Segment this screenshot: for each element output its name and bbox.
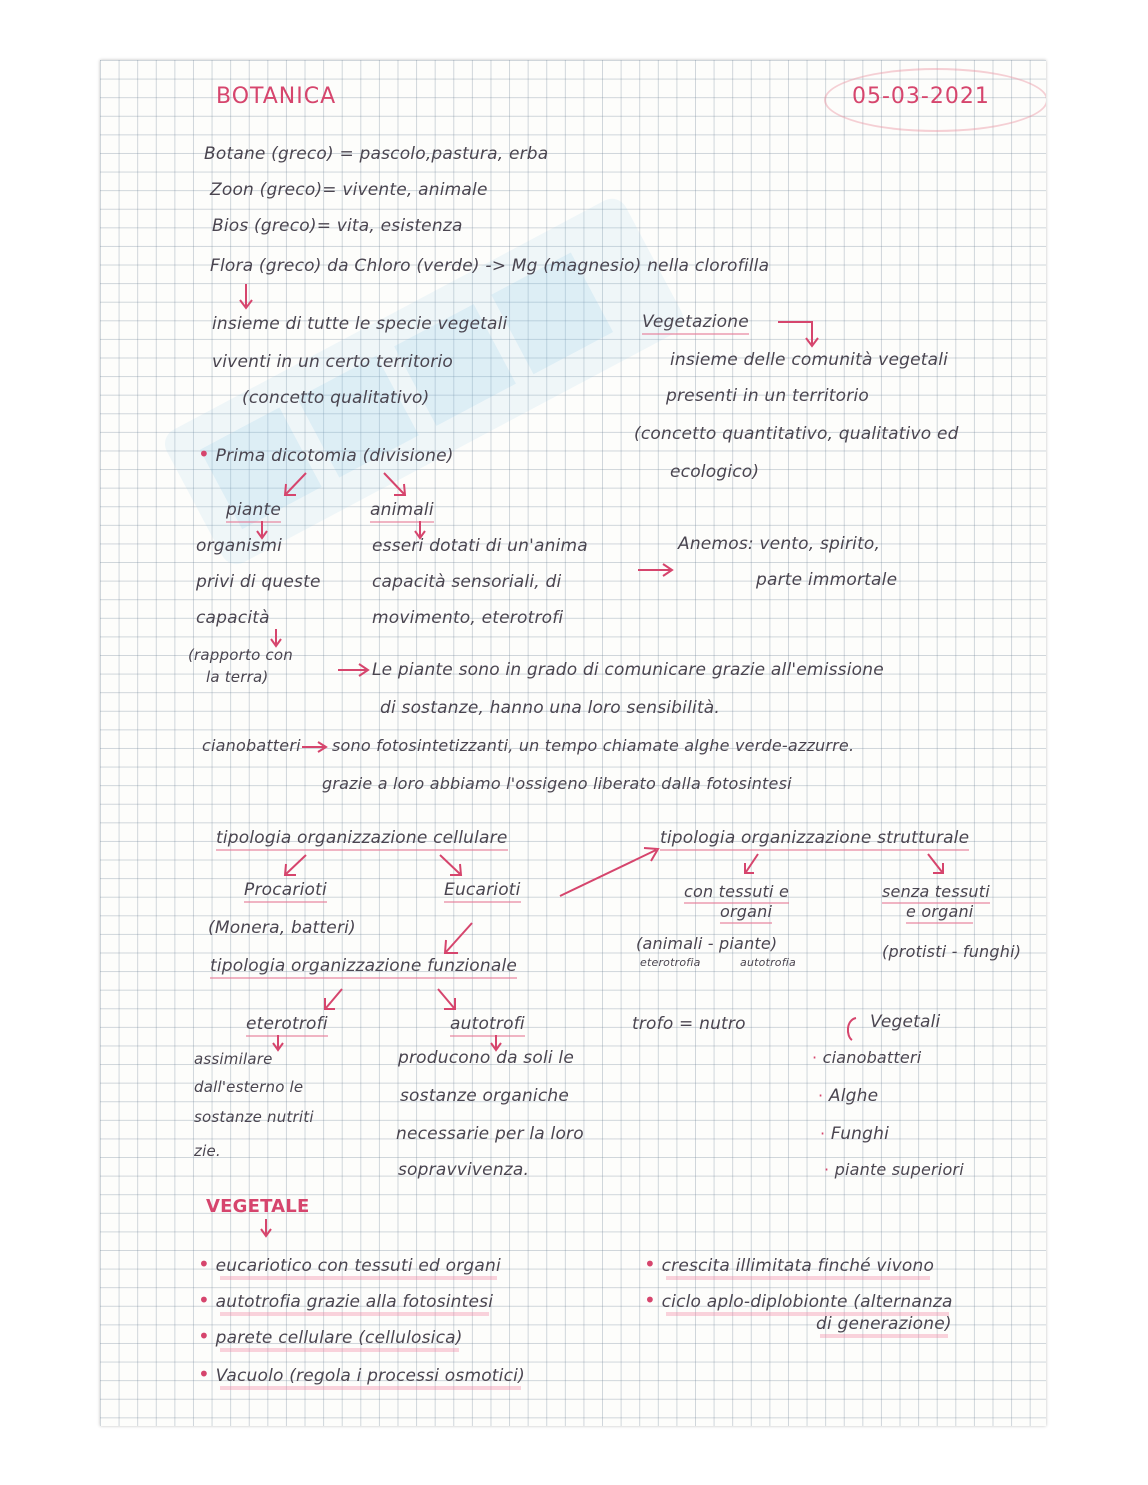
piante-line: privi di queste [196,572,321,592]
procarioti-label: Procarioti [244,880,327,903]
senza-tessuti-note: (protisti - funghi) [882,942,1022,961]
autotrofi-line: sostanze organiche [400,1086,570,1106]
animali-line: movimento, eterotrofi [372,608,564,628]
bullet-icon: · [812,1048,818,1067]
eterotrofi-line: dall'esterno le [194,1078,304,1096]
flora-def-line: (concetto qualitativo) [242,388,430,408]
autotrofi-line: necessarie per la loro [396,1124,584,1144]
eterotrofi-label: eterotrofi [246,1014,328,1037]
org-strutturale-label: tipologia organizzazione strutturale [660,828,969,851]
autotrofi-arrow [434,986,460,1012]
con-tessuti-note: (animali - piante) [636,934,778,953]
flora-down-arrow [236,282,256,310]
vegetale-left-item [198,1324,463,1348]
vegetali-item-text: cianobatteri [822,1048,922,1067]
vegetale-left-item [198,1288,493,1312]
procarioti-arrow [280,852,310,878]
dicotomia-text: Prima dicotomia (divisione) [215,446,454,466]
eterotrofi-arrow [320,986,346,1012]
vegetale-right-item [644,1288,953,1312]
org-cellulare-label: tipologia organizzazione cellulare [216,828,508,851]
anemos-arrow [636,560,676,580]
animali-line: capacità sensoriali, di [372,572,562,592]
dicotomia-label [198,442,454,466]
anemos-line: Anemos: vento, spirito, [678,534,881,554]
vegetale-left-text: parete cellulare (cellulosica) [215,1328,463,1348]
con-tessuti-arrow [740,852,764,876]
vegetali-item [824,1160,964,1179]
bullet-icon: • [198,442,210,466]
procarioti-note: (Monera, batteri) [208,918,356,938]
rapporto-line: (rapporto con [188,646,293,664]
vegetazione-line: (concetto quantitativo, qualitativo ed [634,424,959,444]
cianobatteri-label: cianobatteri [202,736,301,755]
senza-tessuti-line: e organi [906,902,973,924]
etymology-line: Zoon (greco)= vivente, animale [210,180,488,200]
rapporto-line: la terra) [206,668,269,686]
vegetali-item [820,1124,889,1144]
trofo-note: trofo = nutro [632,1014,746,1034]
eucarioti-to-funzionale-arrow [440,920,476,956]
vegetazione-line: insieme delle comunità vegetali [670,350,949,370]
anemos-line: parte immortale [756,570,898,590]
vegetazione-label: Vegetazione [642,312,749,335]
comunicare-arrow [336,660,372,680]
animali-label: animali [370,500,434,523]
vegetali-item [812,1048,921,1067]
vegetale-left-text: Vacuolo (regola i processi osmotici) [215,1366,525,1386]
vegetazione-line: ecologico) [670,462,760,482]
eterotrofi-line: assimilare [194,1050,273,1068]
piante-line: capacità [196,608,270,628]
bullet-icon: · [820,1124,826,1143]
vegetali-item-text: Alghe [828,1086,879,1106]
etymology-line: Bios (greco)= vita, esistenza [212,216,463,236]
cianobatteri-arrow [300,738,330,756]
vegetazione-line: presenti in un territorio [666,386,869,406]
dicotomia-right-arrow [380,470,410,498]
autotrofi-line: sopravvivenza. [398,1160,530,1180]
senza-tessuti-line: senza tessuti [882,882,990,904]
bullet-icon: · [824,1160,830,1179]
autotrofi-line: producono da soli le [398,1048,574,1068]
comunicare-line: di sostanze, hanno una loro sensibilità. [380,698,721,718]
comunicare-line: Le piante sono in grado di comunicare grazie all'emissione [372,660,884,680]
etymology-line: Botane (greco) = pascolo,pastura, erba [204,144,549,164]
eterotrofi-line: zie. [194,1142,221,1160]
flora-def-line: viventi in un certo territorio [212,352,453,372]
page-date: 05-03-2021 [852,84,990,109]
vegetali-bracket [842,1016,862,1042]
bullet-icon: • [198,1362,210,1386]
bullet-icon: • [198,1288,210,1312]
flora-def-line: insieme di tutte le specie vegetali [212,314,508,334]
piante-line: organismi [196,536,283,556]
vegetale-right-text: di generazione) [816,1314,952,1334]
bullet-icon: • [644,1288,656,1312]
bullet-icon: • [198,1324,210,1348]
senza-tessuti-arrow [924,852,948,876]
etymology-line: Flora (greco) da Chloro (verde) -> Mg (magnesio) nella clorofilla [210,256,770,276]
dicotomia-left-arrow [280,470,310,498]
vegetali-item-text: piante superiori [834,1160,964,1179]
con-tessuti-line: organi [720,902,772,924]
vegetali-item [818,1086,878,1106]
vegetale-right-item [644,1252,934,1276]
animali-line: esseri dotati di un'anima [372,536,588,556]
bullet-icon: · [818,1086,824,1105]
eucarioti-arrow [436,852,466,878]
vegetale-right-item [816,1314,952,1334]
vegetale-down-arrow [258,1218,274,1238]
vegetale-right-text: crescita illimitata finché vivono [661,1256,935,1276]
vegetale-right-text: ciclo aplo-diplobionte (alternanza [661,1292,953,1312]
eucarioti-label: Eucarioti [444,880,521,903]
vegetale-left-text: eucariotico con tessuti ed organi [215,1256,501,1276]
vegetali-item-text: Funghi [830,1124,890,1144]
bullet-icon: • [644,1252,656,1276]
con-tessuti-sub: eterotrofia [640,956,701,969]
autotrofi-label: autotrofi [450,1014,525,1037]
page-title: BOTANICA [216,84,337,109]
cianobatteri-line: sono fotosintetizzanti, un tempo chiamate alghe verde-azzurre. [332,736,855,755]
vegetale-left-item [198,1362,525,1386]
capacita-down-arrow [268,628,284,648]
con-tessuti-line: con tessuti e [684,882,789,904]
vegetale-left-item [198,1252,501,1276]
cianobatteri-line: grazie a loro abbiamo l'ossigeno liberato dalla fotosintesi [322,774,792,793]
vegetazione-arrow [776,316,820,350]
vegetale-heading: VEGETALE [206,1196,310,1217]
eterotrofi-line: sostanze nutriti [194,1108,314,1126]
vegetale-left-text: autotrofia grazie alla fotosintesi [215,1292,494,1312]
bullet-icon: • [198,1252,210,1276]
notebook-page [100,60,1046,1426]
piante-label: piante [226,500,281,523]
vegetali-label: Vegetali [870,1012,941,1032]
org-funzionale-label: tipologia organizzazione funzionale [210,956,517,979]
con-tessuti-sub: autotrofia [740,956,796,969]
eucarioti-to-strutturale-arrow [556,844,666,900]
